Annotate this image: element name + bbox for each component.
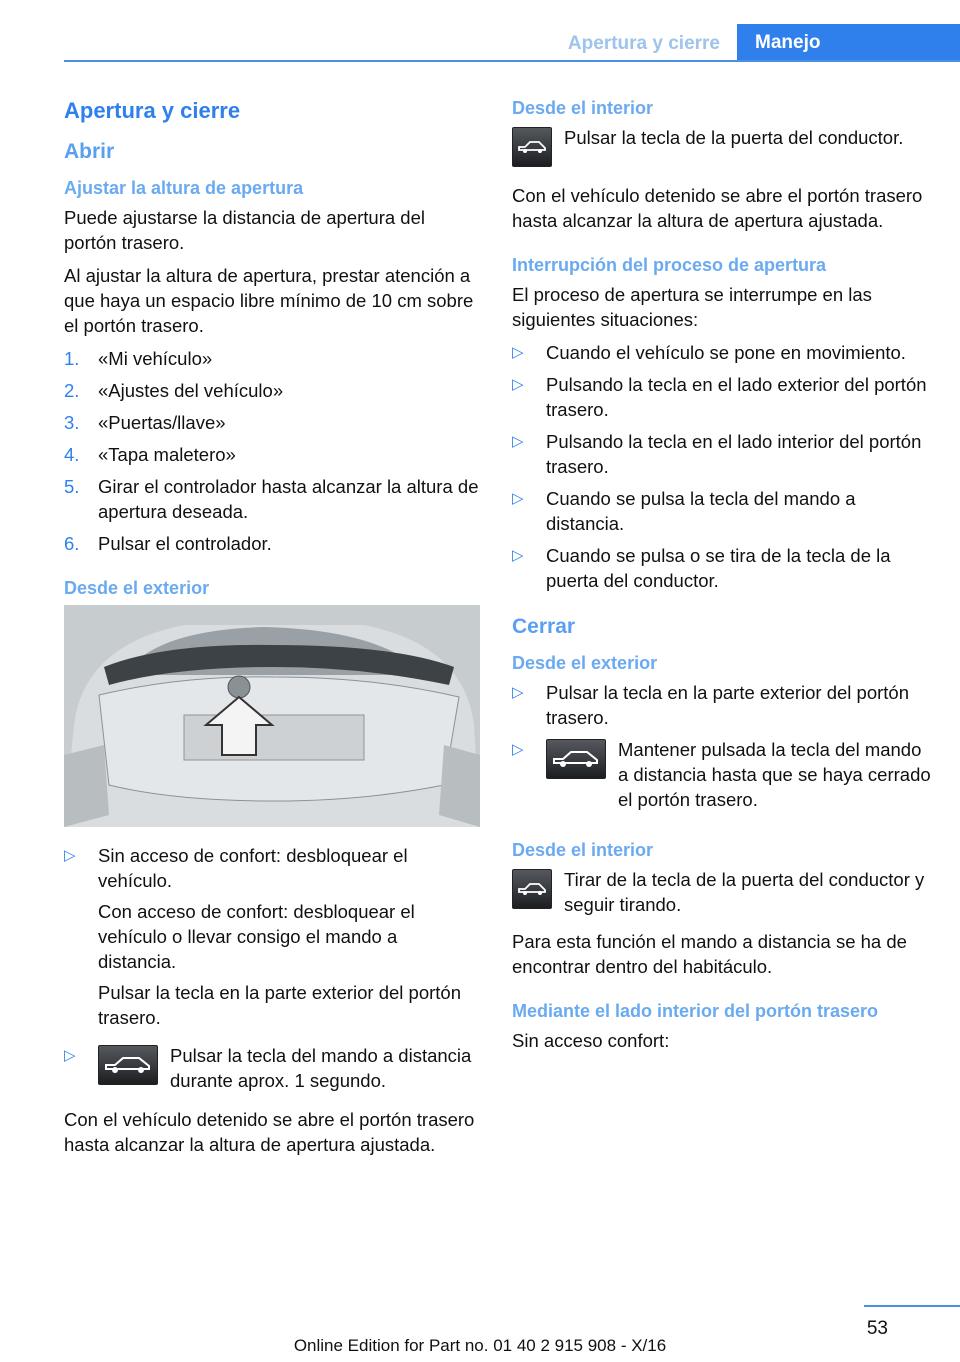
interruption-list [512,340,932,593]
list-item: ▷ Sin acceso de confort: desbloquear el vehículo. Con acceso de confort: desbloquear el vehículo o llevar consigo el mando a distancia. Pulsar la tecla en la parte exterior del portón trasero. [64,845,462,1028]
list-item: 1. «Mi vehículo» [64,348,213,369]
close-interior-heading: Desde el interior [512,840,654,860]
list-item: ▷ Cuando se pulsa la tecla del mando a distancia. [512,488,856,534]
tailgate-illustration [64,605,480,827]
paragraph: El proceso de apertura se interrumpe en las siguientes situaciones: [512,284,872,330]
car-rear-image [64,605,480,827]
list-item: ▷ Pulsando la tecla en el lado interior del portón trasero. [512,431,922,477]
paragraph: Puede ajustarse la distancia de apertura del portón trasero. [64,207,425,253]
list-item: 5. Girar el controlador hasta alcanzar la altura de apertura deseada. [64,476,479,522]
exterior-bullets [64,843,480,1099]
list-item: ▷ Pulsar la tecla en la parte exterior del portón trasero. [512,682,910,728]
list-item: ▷ Pulsando la tecla en el lado exterior del portón trasero. [512,374,927,420]
from-interior-heading: Desde el interior [512,98,654,118]
list-item: 3. «Puertas/llave» [64,412,226,433]
driver-door-tailgate-key-icon [512,127,552,167]
header-section-title: Apertura y cierre [567,33,720,54]
edition-note: Online Edition for Part no. 01 40 2 915 908 - X/16 [293,1336,667,1355]
section-close-heading: Cerrar [512,615,576,638]
list-item: 6. Pulsar el controlador. [64,533,272,554]
right-column: Desde el interior Pulsar la tecla de la puerta del conductor. Con el vehículo detenido se abre el portón trasero hasta alcanzar la altura de apertura ajustada. Interrupción del proceso de apertura El proceso de apertura se interrumpe en las siguientes situaciones: ▷ Cuando el vehículo se pone en movimiento. ▷ Pulsando la tecla en el lado exterior del portón trasero. ▷ Pulsando la tecla en el lado interior del portón trasero. ▷ Cuando se pulsa la tecla del mando a distancia. ▷ Cuando se pulsa o se tira de la tecla de la puerta del conductor. Cerrar Desde el exterior ▷ Pulsar la tecla en la parte exterior del portón trasero. ▷ Mantener pulsada la tecla del mando a distancia hasta que se haya cerrado el portón trasero. Desde el interior Tirar de la tecla de la puerta del conductor y seguir tirando. Para esta función el mando a distancia se ha de encontrar dentro del habitáculo. Mediante el lado interior del portón trasero Sin acceso confort: [512,98,931,1051]
list-item: ▷ Cuando el vehículo se pone en movimiento. [512,342,906,363]
paragraph: Sin acceso confort: [512,1030,670,1051]
paragraph: Al ajustar la altura de apertura, prestar atención a que haya un espacio libre mínimo de 10 cm sobre el portón trasero. [64,265,474,336]
paragraph: Con el vehículo detenido se abre el portón trasero hasta alcanzar la altura de apertura ajustada. [64,1109,475,1155]
list-item: 2. «Ajustes del vehículo» [64,380,284,401]
inner-side-heading: Mediante el lado interior del portón trasero [512,1001,879,1021]
interruption-heading: Interrupción del proceso de apertura [512,255,827,275]
list-item: 4. «Tapa maletero» [64,444,236,465]
header-rule [64,60,960,62]
from-exterior-heading: Desde el exterior [64,578,210,598]
remote-tailgate-key-icon [98,1045,158,1085]
section-open-heading: Abrir [64,140,115,163]
driver-door-tailgate-key-icon [512,869,552,909]
list-item: ▷ Cuando se pulsa o se tira de la tecla de la puerta del conductor. [512,545,891,591]
close-exterior-list [512,680,932,818]
left-column [64,98,480,1165]
list-item: ▷ Pulsar la tecla del mando a distancia durante aprox. 1 segundo. [64,1045,472,1091]
header-chapter-tab: Manejo [737,24,960,62]
list-item: ▷ Mantener pulsada la tecla del mando a distancia hasta que se haya cerrado el portón trasero. [512,739,931,810]
paragraph: Para esta función el mando a distancia se ha de encontrar dentro del habitáculo. [512,931,907,977]
paragraph: Con el vehículo detenido se abre el portón trasero hasta alcanzar la altura de apertura ajustada. [512,185,923,231]
steps-list [64,346,480,556]
remote-tailgate-key-icon [546,739,606,779]
page-title: Apertura y cierre [64,98,241,123]
page-number: 53 [866,1318,888,1339]
footer-rule [864,1305,960,1307]
close-exterior-heading: Desde el exterior [512,653,658,673]
adjust-height-heading: Ajustar la altura de apertura [64,178,304,198]
